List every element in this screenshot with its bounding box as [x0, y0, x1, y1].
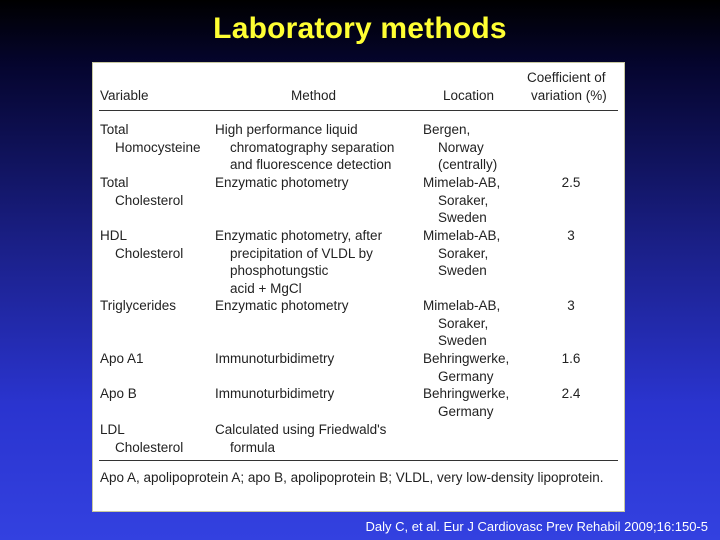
cell-variable-line: Cholesterol	[115, 192, 184, 208]
cell-method-line: precipitation of VLDL by	[230, 245, 373, 261]
footer-rule	[99, 460, 618, 461]
cell-location-line: Sweden	[438, 263, 487, 279]
cell-location-line: Sweden	[438, 333, 487, 349]
cell-variable	[100, 297, 176, 315]
cell-method-line: formula	[230, 439, 276, 455]
cell-coefficient: 2.5	[561, 175, 581, 190]
cell-location	[423, 174, 500, 227]
header-location: Location	[443, 88, 495, 103]
cell-location-line: Soraker,	[438, 315, 489, 331]
cell-method-line: Calculated using Friedwald's	[215, 422, 387, 437]
cell-method	[215, 385, 334, 403]
cell-method-line: Immunoturbidimetry	[215, 351, 335, 366]
cell-location	[423, 227, 500, 280]
cell-variable	[100, 174, 183, 209]
methods-table	[92, 62, 625, 512]
header-coefficient-line1: Coefficient of	[527, 70, 606, 85]
cell-variable	[100, 421, 183, 456]
cell-location-line: Mimelab-AB,	[423, 228, 501, 243]
cell-method-line: Enzymatic photometry, after	[215, 228, 383, 243]
cell-method	[215, 297, 349, 315]
cell-method	[215, 350, 334, 368]
cell-variable-line: Cholesterol	[115, 245, 184, 261]
cell-method-line: acid + MgCl	[230, 280, 302, 296]
cell-variable-line: Triglycerides	[100, 298, 177, 313]
cell-variable-line: Homocysteine	[115, 139, 201, 155]
cell-location-line: Sweden	[438, 210, 487, 226]
cell-location-line: Behringwerke,	[423, 386, 510, 401]
cell-variable-line: HDL	[100, 228, 128, 243]
cell-method-line: High performance liquid	[215, 122, 358, 137]
cell-method-line: chromatography separation	[230, 139, 395, 155]
cell-location-line: Norway	[438, 139, 484, 155]
header-variable: Variable	[100, 88, 149, 103]
cell-method	[215, 174, 349, 192]
header-coefficient-line2: variation (%)	[531, 88, 607, 103]
cell-method	[215, 227, 382, 297]
cell-location-line: (centrally)	[438, 157, 498, 173]
table-footnote: Apo A, apolipoprotein A; apo B, apolipoprotein B; VLDL, very low-density lipoprotein.	[100, 470, 604, 485]
cell-method-line: phosphotungstic	[230, 263, 329, 279]
cell-variable-line: Total	[100, 122, 129, 137]
cell-method	[215, 421, 386, 456]
cell-method-line: Enzymatic photometry	[215, 175, 349, 190]
cell-location	[423, 350, 509, 385]
cell-location-line: Behringwerke,	[423, 351, 510, 366]
cell-method	[215, 121, 394, 174]
cell-location	[423, 297, 500, 350]
cell-variable-line: LDL	[100, 422, 125, 437]
slide-title: Laboratory methods	[213, 12, 507, 45]
table-header	[93, 63, 624, 109]
cell-location-line: Mimelab-AB,	[423, 298, 501, 313]
cell-variable	[100, 350, 144, 368]
cell-variable	[100, 121, 201, 156]
cell-location-line: Germany	[438, 403, 494, 419]
citation: Daly C, et al. Eur J Cardiovasc Prev Rehabil 2009;16:150-5	[365, 519, 708, 534]
cell-location-line: Soraker,	[438, 192, 489, 208]
cell-method-line: Enzymatic photometry	[215, 298, 349, 313]
cell-coefficient: 3	[567, 228, 575, 243]
cell-variable-line: Total	[100, 175, 129, 190]
cell-location-line: Bergen,	[423, 122, 471, 137]
cell-variable	[100, 385, 137, 403]
cell-location	[423, 385, 509, 420]
cell-location-line: Soraker,	[438, 245, 489, 261]
cell-variable	[100, 227, 183, 262]
header-rule	[99, 110, 618, 111]
header-method: Method	[291, 88, 337, 103]
cell-variable-line: Cholesterol	[115, 439, 184, 455]
cell-location-line: Mimelab-AB,	[423, 175, 501, 190]
cell-coefficient: 1.6	[561, 351, 581, 366]
cell-method-line: and fluorescence detection	[230, 157, 392, 173]
cell-variable-line: Apo B	[100, 386, 137, 401]
cell-coefficient: 2.4	[561, 386, 581, 401]
cell-method-line: Immunoturbidimetry	[215, 386, 335, 401]
cell-location	[423, 121, 497, 174]
cell-variable-line: Apo A1	[100, 351, 144, 366]
cell-location-line: Germany	[438, 368, 494, 384]
cell-coefficient: 3	[567, 298, 575, 313]
